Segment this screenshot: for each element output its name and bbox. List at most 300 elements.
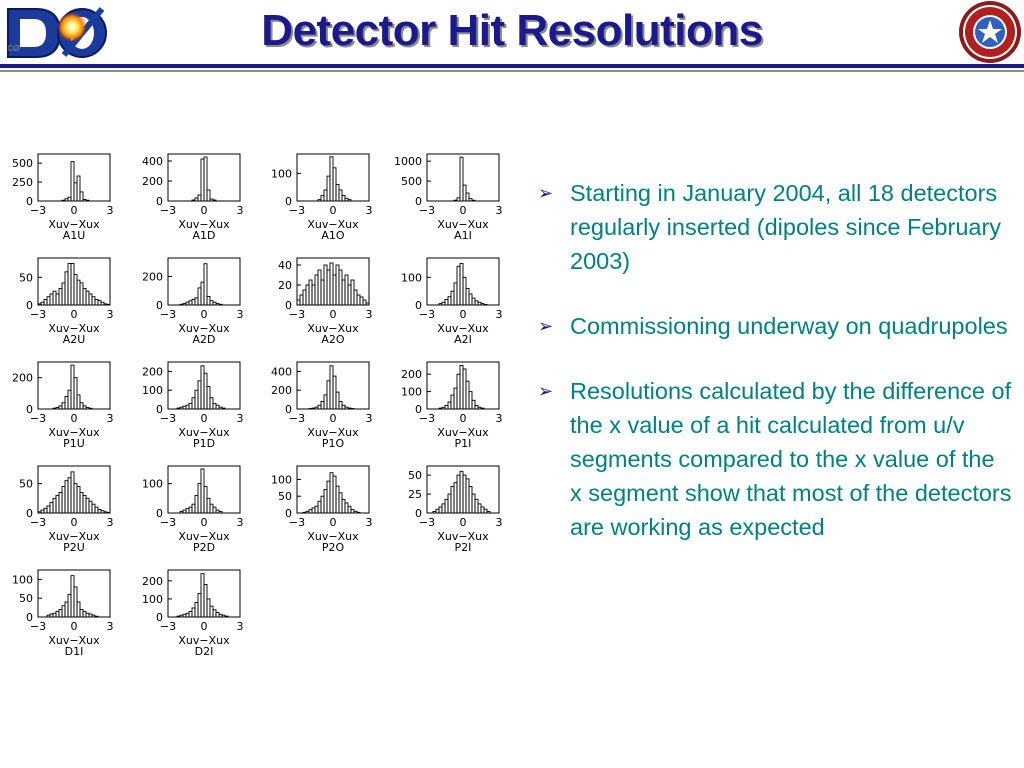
histogram-bar bbox=[339, 493, 342, 513]
page-title: Detector Hit Resolutions bbox=[261, 6, 763, 55]
histogram-bar bbox=[457, 266, 460, 305]
histogram-name: P2U bbox=[63, 541, 85, 554]
histogram-bar bbox=[333, 168, 336, 201]
histogram-a1i bbox=[394, 154, 503, 242]
y-tick-label: 0 bbox=[26, 507, 33, 520]
y-tick-label: 200 bbox=[12, 371, 33, 385]
y-tick-label: 0 bbox=[285, 507, 292, 520]
x-tick-label: 0 bbox=[459, 308, 467, 321]
histogram-bar bbox=[89, 408, 92, 409]
histogram-bar bbox=[336, 486, 339, 513]
title-rule-shadow bbox=[0, 70, 1024, 72]
x-tick-label: 3 bbox=[365, 516, 373, 529]
histogram-a2u bbox=[19, 258, 114, 346]
histogram-bar bbox=[460, 157, 463, 201]
x-axis-label: Xuv−Xux bbox=[178, 426, 230, 439]
histogram-bar bbox=[481, 507, 484, 513]
x-tick-label: 0 bbox=[200, 620, 208, 633]
x-tick-label: −3 bbox=[418, 308, 436, 321]
histogram-name: P2O bbox=[321, 541, 345, 554]
x-axis-label: Xuv−Xux bbox=[307, 322, 359, 335]
y-tick-label: 200 bbox=[142, 365, 163, 379]
histogram-bar bbox=[451, 486, 454, 513]
x-tick-label: 3 bbox=[106, 308, 114, 321]
x-tick-label: −3 bbox=[288, 412, 306, 425]
histogram-bar bbox=[330, 366, 333, 409]
x-tick-label: −3 bbox=[288, 308, 306, 321]
x-axis-label: Xuv−Xux bbox=[437, 218, 489, 231]
x-tick-label: −3 bbox=[29, 412, 47, 425]
histogram-bar bbox=[348, 285, 351, 305]
university-seal-logo bbox=[958, 0, 1022, 64]
x-tick-label: 3 bbox=[365, 204, 373, 217]
histogram-bar bbox=[469, 486, 472, 513]
histogram-bar bbox=[466, 381, 469, 409]
histogram-bar bbox=[327, 270, 330, 305]
histogram-name: P1D bbox=[192, 437, 216, 450]
x-tick-label: 0 bbox=[70, 308, 78, 321]
histogram-bar bbox=[345, 503, 348, 513]
bullet-list bbox=[534, 176, 1012, 575]
histogram-bar bbox=[327, 176, 330, 201]
y-tick-label: 200 bbox=[142, 175, 163, 188]
x-tick-label: −3 bbox=[418, 516, 436, 529]
histogram-a2d bbox=[142, 258, 244, 346]
histogram-bar bbox=[315, 275, 318, 305]
x-axis-label: Xuv−Xux bbox=[48, 322, 100, 335]
x-tick-label: −3 bbox=[159, 516, 177, 529]
histogram-bar bbox=[59, 492, 62, 513]
histogram-bar bbox=[445, 406, 448, 409]
y-tick-label: 500 bbox=[401, 175, 422, 189]
histogram-bar bbox=[472, 200, 475, 201]
histogram-bar bbox=[300, 295, 303, 305]
x-tick-label: −3 bbox=[418, 204, 436, 217]
histogram-bar bbox=[312, 285, 315, 305]
x-tick-label: −3 bbox=[159, 412, 177, 425]
histogram-bar bbox=[333, 376, 336, 409]
histogram-a1d bbox=[142, 154, 244, 242]
histogram-name: P1O bbox=[321, 437, 345, 450]
histogram-bar bbox=[219, 304, 222, 305]
histogram-name: A2I bbox=[454, 333, 472, 346]
histogram-bar bbox=[475, 406, 478, 409]
histogram-bar bbox=[50, 502, 53, 513]
y-tick-label: 50 bbox=[19, 592, 33, 606]
histogram-bar bbox=[342, 280, 345, 305]
histogram-a2o bbox=[278, 258, 373, 346]
y-tick-label: 400 bbox=[142, 155, 163, 168]
histogram-d1i bbox=[12, 570, 114, 658]
y-tick-label: 1000 bbox=[394, 155, 422, 169]
histogram-bar bbox=[219, 512, 222, 513]
histogram-bar bbox=[451, 291, 454, 305]
x-tick-label: 3 bbox=[495, 308, 503, 321]
histogram-p1u bbox=[12, 362, 114, 450]
y-tick-label: 40 bbox=[278, 259, 292, 272]
y-tick-label: 0 bbox=[285, 299, 292, 312]
y-tick-label: 0 bbox=[285, 403, 292, 416]
histogram-bar bbox=[44, 299, 47, 305]
histogram-bar bbox=[466, 288, 469, 305]
histogram-name: P1U bbox=[63, 437, 85, 450]
x-tick-label: −3 bbox=[288, 516, 306, 529]
histogram-bar bbox=[333, 275, 336, 305]
histogram-bar bbox=[448, 402, 451, 409]
histogram-bar bbox=[225, 616, 228, 617]
histogram-bar bbox=[86, 200, 89, 201]
x-axis-label: Xuv−Xux bbox=[48, 634, 100, 647]
histogram-bar bbox=[348, 506, 351, 513]
x-tick-label: 3 bbox=[106, 204, 114, 217]
histogram-name: P2I bbox=[454, 541, 472, 554]
histogram-bar bbox=[318, 270, 321, 305]
histogram-bar bbox=[318, 405, 321, 409]
histogram-bar bbox=[439, 408, 442, 409]
histogram-p1i bbox=[401, 362, 503, 450]
histogram-bar bbox=[463, 369, 466, 409]
histogram-bar bbox=[442, 504, 445, 513]
histogram-bar bbox=[306, 285, 309, 305]
histogram-bar bbox=[469, 199, 472, 201]
histogram-bar bbox=[324, 265, 327, 305]
y-tick-label: 0 bbox=[415, 403, 422, 416]
histogram-bar bbox=[454, 483, 457, 513]
histogram-bar bbox=[469, 392, 472, 409]
x-tick-label: 3 bbox=[106, 412, 114, 425]
histogram-bar bbox=[59, 288, 62, 305]
y-tick-label: 0 bbox=[156, 299, 163, 312]
histogram-bar bbox=[324, 490, 327, 514]
x-tick-label: −3 bbox=[29, 308, 47, 321]
y-tick-label: 0 bbox=[156, 507, 163, 520]
x-tick-label: 3 bbox=[236, 308, 244, 321]
y-tick-label: 50 bbox=[408, 469, 422, 483]
y-tick-label: 50 bbox=[19, 271, 33, 285]
x-tick-label: 0 bbox=[70, 620, 78, 633]
bullet-text: Resolutions calculated by the difference of the x value of a hit calculated from u/v segments compared to the x value of the x segment show that most of the detectors are working as expected bbox=[570, 378, 1012, 540]
histogram-bar bbox=[303, 290, 306, 305]
x-tick-label: 3 bbox=[495, 516, 503, 529]
y-tick-label: 100 bbox=[401, 271, 422, 285]
histogram-bar bbox=[466, 479, 469, 513]
histogram-bar bbox=[53, 291, 56, 305]
histogram-bar bbox=[336, 265, 339, 305]
histogram-bar bbox=[342, 195, 345, 201]
y-tick-label: 400 bbox=[271, 365, 292, 379]
bullet-item bbox=[534, 374, 1012, 544]
histogram-name: A1D bbox=[192, 229, 216, 242]
histogram-bar bbox=[56, 495, 59, 513]
histogram-name: D2I bbox=[194, 645, 214, 658]
title-rule bbox=[0, 64, 1024, 68]
bullet-item bbox=[534, 309, 1012, 343]
x-tick-label: 3 bbox=[236, 620, 244, 633]
histogram-bar bbox=[442, 407, 445, 409]
x-tick-label: 0 bbox=[329, 204, 337, 217]
histogram-bar bbox=[321, 496, 324, 513]
x-axis-label: Xuv−Xux bbox=[437, 530, 489, 543]
x-axis-label: Xuv−Xux bbox=[437, 426, 489, 439]
histogram-bar bbox=[321, 280, 324, 305]
histogram-bar bbox=[472, 298, 475, 305]
histogram-bar bbox=[330, 263, 333, 305]
y-tick-label: 0 bbox=[156, 403, 163, 416]
y-tick-label: 0 bbox=[285, 195, 292, 208]
arrow-bullet-icon: ➢ bbox=[538, 381, 554, 401]
x-tick-label: −3 bbox=[159, 620, 177, 633]
y-tick-label: 500 bbox=[12, 157, 33, 171]
y-tick-label: 250 bbox=[12, 176, 33, 190]
y-tick-label: 0 bbox=[26, 611, 33, 624]
histogram-bar bbox=[53, 408, 56, 409]
histogram-bar bbox=[330, 157, 333, 201]
x-axis-label: Xuv−Xux bbox=[178, 530, 230, 543]
seal-graphic bbox=[958, 0, 1022, 64]
histogram-bar bbox=[345, 275, 348, 305]
histogram-bar bbox=[457, 475, 460, 513]
histogram-bar bbox=[44, 508, 47, 513]
histogram-name: A1U bbox=[62, 229, 86, 242]
histogram-bar bbox=[484, 509, 487, 513]
y-tick-label: 25 bbox=[408, 488, 422, 502]
x-tick-label: 3 bbox=[106, 620, 114, 633]
histogram-bar bbox=[321, 195, 324, 201]
histogram-bar bbox=[327, 381, 330, 409]
x-tick-label: 3 bbox=[236, 516, 244, 529]
histogram-bar bbox=[472, 400, 475, 409]
histogram-bar bbox=[484, 304, 487, 305]
histogram-bar bbox=[56, 407, 59, 409]
histogram-bar bbox=[478, 407, 481, 409]
histogram-bar bbox=[463, 277, 466, 305]
histogram-bar bbox=[439, 507, 442, 513]
x-tick-label: 0 bbox=[329, 308, 337, 321]
y-tick-label: 0 bbox=[26, 195, 33, 208]
x-axis-label: Xuv−Xux bbox=[48, 218, 100, 231]
x-axis-label: Xuv−Xux bbox=[48, 426, 100, 439]
histogram-name: A1O bbox=[321, 229, 345, 242]
x-tick-label: −3 bbox=[29, 204, 47, 217]
histogram-bar bbox=[321, 401, 324, 409]
histogram-bar bbox=[351, 510, 354, 513]
histogram-p1d bbox=[142, 362, 244, 450]
histogram-bar bbox=[475, 301, 478, 305]
histogram-name: A2U bbox=[62, 333, 86, 346]
histogram-bar bbox=[472, 494, 475, 513]
x-tick-label: 3 bbox=[495, 412, 503, 425]
histogram-bar bbox=[439, 304, 442, 305]
histogram-bar bbox=[448, 494, 451, 513]
histogram-bar bbox=[59, 609, 62, 617]
histogram-bar bbox=[475, 499, 478, 513]
y-tick-label: 200 bbox=[401, 368, 422, 382]
y-tick-label: 20 bbox=[278, 279, 292, 292]
histogram-bar bbox=[342, 405, 345, 409]
histogram-name: D1I bbox=[64, 645, 84, 658]
y-tick-label: 100 bbox=[271, 167, 292, 181]
histogram-bar bbox=[303, 512, 306, 513]
x-tick-label: 0 bbox=[200, 204, 208, 217]
histogram-bar bbox=[466, 193, 469, 201]
histogram-a1o bbox=[271, 154, 373, 242]
histogram-p1o bbox=[271, 362, 373, 450]
histogram-bar bbox=[309, 510, 312, 513]
arrow-bullet-icon: ➢ bbox=[538, 316, 554, 336]
bullet-text: Starting in January 2004, all 18 detectors regularly inserted (dipoles since February 2003) bbox=[570, 180, 1002, 274]
histogram-bar bbox=[487, 511, 490, 513]
x-tick-label: 0 bbox=[70, 204, 78, 217]
histogram-bar bbox=[315, 506, 318, 513]
y-tick-label: 0 bbox=[415, 195, 422, 208]
bullet-text: Commissioning underway on quadrupoles bbox=[570, 313, 1008, 339]
x-tick-label: 0 bbox=[70, 516, 78, 529]
y-tick-label: 0 bbox=[26, 403, 33, 416]
histogram-bar bbox=[442, 302, 445, 305]
histogram-name: A2D bbox=[192, 333, 216, 346]
histogram-bar bbox=[339, 401, 342, 409]
histogram-p2d bbox=[142, 466, 244, 554]
histogram-bar bbox=[445, 499, 448, 513]
histogram-bar bbox=[354, 511, 357, 513]
histogram-p2u bbox=[19, 466, 114, 554]
x-tick-label: 0 bbox=[200, 516, 208, 529]
histogram-name: A1I bbox=[454, 229, 472, 242]
histogram-bar bbox=[342, 500, 345, 513]
x-axis-label: Xuv−Xux bbox=[178, 634, 230, 647]
histogram-bar bbox=[318, 501, 321, 513]
x-tick-label: 0 bbox=[70, 412, 78, 425]
histogram-bar bbox=[454, 200, 457, 201]
histogram-bar bbox=[345, 407, 348, 409]
histogram-bar bbox=[348, 200, 351, 201]
histogram-bar bbox=[339, 270, 342, 305]
histogram-bar bbox=[47, 615, 50, 617]
histogram-bar bbox=[469, 294, 472, 305]
x-tick-label: 3 bbox=[365, 308, 373, 321]
histogram-bar bbox=[460, 264, 463, 305]
x-axis-label: Xuv−Xux bbox=[178, 322, 230, 335]
histogram-bar bbox=[333, 476, 336, 513]
histogram-name: A2O bbox=[321, 333, 345, 346]
x-tick-label: −3 bbox=[29, 516, 47, 529]
histogram-bar bbox=[330, 473, 333, 513]
histogram-bar bbox=[357, 295, 360, 305]
histogram-bar bbox=[357, 512, 360, 513]
histogram-bar bbox=[47, 297, 50, 305]
y-tick-label: 100 bbox=[271, 473, 292, 487]
x-tick-label: 3 bbox=[495, 204, 503, 217]
x-tick-label: −3 bbox=[159, 308, 177, 321]
x-tick-label: 0 bbox=[200, 412, 208, 425]
histogram-bar bbox=[315, 407, 318, 409]
histogram-a2i bbox=[401, 258, 503, 346]
y-tick-label: 100 bbox=[142, 477, 163, 491]
histogram-p2i bbox=[408, 466, 503, 554]
histogram-bar bbox=[478, 504, 481, 513]
histogram-bar bbox=[478, 302, 481, 305]
y-tick-label: 100 bbox=[401, 385, 422, 399]
histogram-d2i bbox=[142, 570, 244, 658]
histogram-bar bbox=[53, 613, 56, 617]
x-tick-label: 0 bbox=[329, 516, 337, 529]
histogram-name: P2D bbox=[192, 541, 216, 554]
y-tick-label: 200 bbox=[142, 574, 163, 588]
y-tick-label: 100 bbox=[142, 592, 163, 606]
histogram-bar bbox=[306, 511, 309, 513]
histogram-bar bbox=[309, 280, 312, 305]
histogram-bar bbox=[53, 498, 56, 513]
y-tick-label: 50 bbox=[278, 490, 292, 504]
x-tick-label: 3 bbox=[236, 412, 244, 425]
histogram-bar bbox=[351, 280, 354, 305]
histogram-grid bbox=[0, 140, 520, 680]
x-tick-label: −3 bbox=[418, 412, 436, 425]
y-tick-label: 50 bbox=[19, 477, 33, 491]
histogram-bar bbox=[460, 471, 463, 513]
x-tick-label: −3 bbox=[288, 204, 306, 217]
histogram-bar bbox=[436, 509, 439, 513]
histogram-name: P1I bbox=[454, 437, 472, 450]
histogram-bar bbox=[454, 388, 457, 409]
x-tick-label: 3 bbox=[365, 412, 373, 425]
histogram-bar bbox=[451, 395, 454, 409]
histogram-bar bbox=[463, 475, 466, 513]
x-tick-label: −3 bbox=[29, 620, 47, 633]
histogram-bar bbox=[47, 506, 50, 513]
histogram-bar bbox=[457, 374, 460, 409]
x-axis-label: Xuv−Xux bbox=[437, 322, 489, 335]
x-tick-label: 0 bbox=[200, 308, 208, 321]
x-tick-label: 0 bbox=[459, 516, 467, 529]
x-tick-label: 3 bbox=[236, 204, 244, 217]
y-tick-label: 200 bbox=[142, 270, 163, 284]
histogram-bar bbox=[312, 508, 315, 513]
y-tick-label: 0 bbox=[26, 299, 33, 312]
x-tick-label: 0 bbox=[459, 412, 467, 425]
histogram-bar bbox=[318, 200, 321, 201]
histogram-bar bbox=[445, 299, 448, 305]
bullet-item bbox=[534, 176, 1012, 278]
histogram-bar bbox=[336, 392, 339, 409]
x-tick-label: 0 bbox=[459, 204, 467, 217]
x-axis-label: Xuv−Xux bbox=[178, 218, 230, 231]
histogram-bar bbox=[50, 294, 53, 305]
histogram-bar bbox=[324, 395, 327, 409]
histogram-bar bbox=[481, 304, 484, 305]
histogram-bar bbox=[327, 481, 330, 513]
histogram-bar bbox=[56, 294, 59, 305]
arrow-bullet-icon: ➢ bbox=[538, 183, 554, 203]
histogram-bar bbox=[448, 297, 451, 305]
histogram-bar bbox=[95, 616, 98, 617]
x-axis-label: Xuv−Xux bbox=[48, 530, 100, 543]
y-tick-label: 0 bbox=[415, 507, 422, 520]
x-tick-label: 3 bbox=[106, 516, 114, 529]
histogram-bar bbox=[481, 408, 484, 409]
histogram-bar bbox=[460, 365, 463, 409]
histogram-bar bbox=[360, 297, 363, 305]
y-tick-label: 0 bbox=[156, 611, 163, 624]
histogram-bar bbox=[363, 300, 366, 305]
y-tick-label: 0 bbox=[415, 299, 422, 312]
x-axis-label: Xuv−Xux bbox=[307, 218, 359, 231]
histogram-bar bbox=[433, 511, 436, 513]
histogram-bar bbox=[56, 611, 59, 617]
histogram-bar bbox=[354, 290, 357, 305]
histogram-bar bbox=[345, 198, 348, 201]
y-tick-label: 200 bbox=[271, 384, 292, 398]
